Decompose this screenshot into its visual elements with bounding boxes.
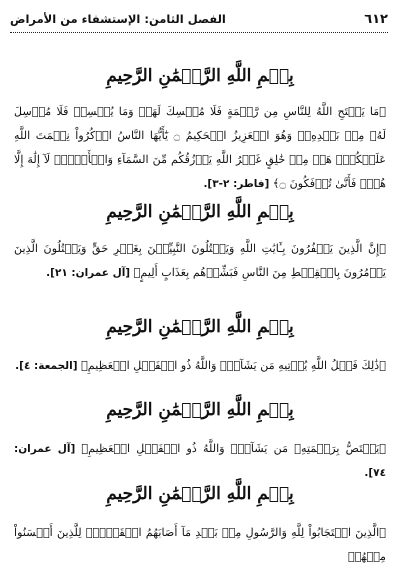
verse-reference: [آل عمران: ٢١]. <box>46 267 131 279</box>
verse-passage <box>14 354 386 378</box>
basmala-heading: بِسۡمِ اللَّهِ الرَّحۡمَٰنِ الرَّحِيمِ <box>106 317 294 337</box>
basmala-heading: بِسۡمِ اللَّهِ الرَّحۡمَٰنِ الرَّحِيمِ <box>106 400 294 420</box>
verse-text: ﴿يَخۡتَصُّ بِرَحۡمَتِهِۦ مَن يَشَآءُۚ وَاللَّهُ ذُو الۡفَضۡلِ الۡعَظِيمِ﴾ <box>81 442 386 455</box>
verse-text: ﴿الَّذِينَ اسۡتَجَابُواْ لِلَّهِ وَالرَّسُولِ مِنۢ بَعۡدِ مَآ أَصَابَهُمُ الۡقَرۡحُۚ لِلَّذِينَ أَحۡسَنُواْ مِنۡهُمۡ <box>14 526 386 563</box>
verse-text: ﴿إِنَّ الَّذِينَ يَكۡفُرُونَ بِـَٔايَٰتِ اللَّهِ وَيَقۡتُلُونَ النَّبِيِّـۧنَ بِغَيۡرِ حَقٍّ وَيَقۡتُلُونَ الَّذِينَ يَأۡمُرُونَ بِالۡقِسۡطِ مِنَ النَّاسِ فَبَشِّرۡهُم بِعَذَابٍ أَلِيمٍ﴾ <box>14 242 386 279</box>
verse-text: ﴿ذَٰلِكَ فَضۡلُ اللَّهِ يُؤۡتِيهِ مَن يَشَآءُۚ وَاللَّهُ ذُو الۡفَضۡلِ الۡعَظِيمِ﴾ <box>81 359 386 372</box>
verse-text: ﴿مَا يَفۡتَحِ اللَّهُ لِلنَّاسِ مِن رَّحۡمَةٍ فَلَا مُمۡسِكَ لَهَاۖ وَمَا يُمۡسِكۡ فَلَا مُرۡسِلَ لَهُۥ مِنۢ بَعۡدِهِۦۚ وَهُوَ الۡعَزِيزُ الۡحَكِيمُ ۝ يَٰٓأَيُّهَا النَّاسُ اذۡكُرُواْ نِعۡمَتَ اللَّهِ عَلَيۡكُمۡۚ هَلۡ مِنۡ خَٰلِقٍ غَيۡرُ اللَّهِ يَرۡزُقُكُم مِّنَ السَّمَآءِ وَالۡأَرۡضِۚ لَآ إِلَٰهَ إِلَّا هُوَۖ فَأَنَّىٰ تُؤۡفَكُونَ ۝﴾ <box>14 105 387 190</box>
page-header <box>10 8 388 30</box>
verse-reference: [الجمعة: ٤]. <box>15 360 78 372</box>
basmala-heading: بِسۡمِ اللَّهِ الرَّحۡمَٰنِ الرَّحِيمِ <box>106 484 294 504</box>
header-divider <box>10 32 388 33</box>
verse-reference: [آل عمران: ٧٤]. <box>14 443 386 479</box>
verse-passage <box>14 437 386 485</box>
chapter-title: الفصل الثامن: الإستشفاء من الأمراض <box>10 12 226 26</box>
verse-passage <box>14 100 386 196</box>
basmala-heading: بِسۡمِ اللَّهِ الرَّحۡمَٰنِ الرَّحِيمِ <box>106 66 294 86</box>
page-number: ٦١٢ <box>364 11 388 27</box>
verse-reference: [فاطر: ٢-٣]. <box>203 178 270 190</box>
verse-passage <box>14 237 386 285</box>
verse-passage <box>14 521 386 569</box>
basmala-heading: بِسۡمِ اللَّهِ الرَّحۡمَٰنِ الرَّحِيمِ <box>106 202 294 222</box>
